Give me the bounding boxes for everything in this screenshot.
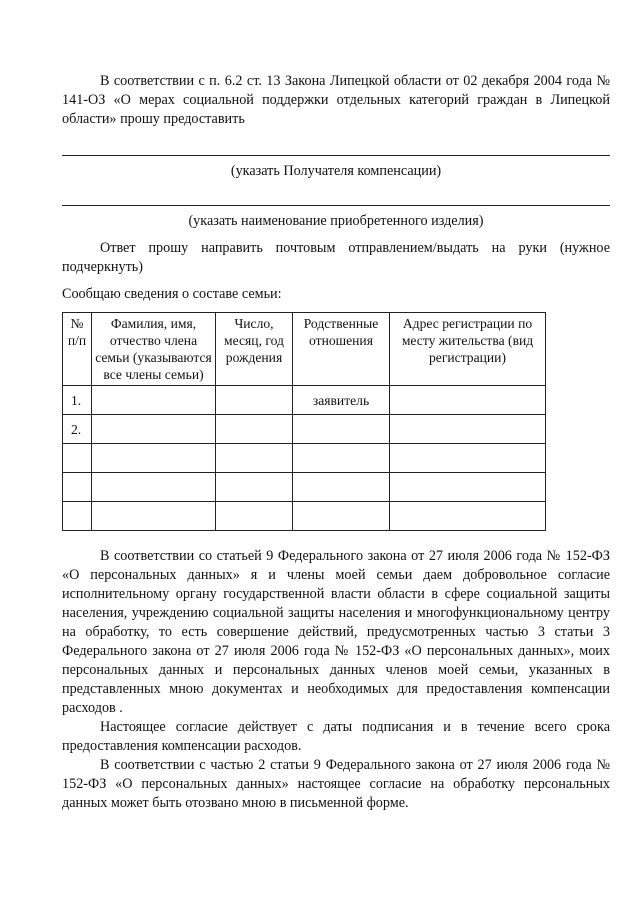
header-birth-date: Число, месяц, год рождения (216, 313, 293, 386)
cell-birth-date[interactable] (216, 502, 293, 531)
cell-full-name[interactable] (92, 444, 216, 473)
cell-full-name[interactable] (92, 415, 216, 444)
cell-relationship: заявитель (293, 386, 390, 415)
cell-birth-date[interactable] (216, 444, 293, 473)
cell-relationship[interactable] (293, 415, 390, 444)
header-address: Адрес регистрации по месту жительства (вид регистрации) (390, 313, 546, 386)
document-page (62, 72, 610, 813)
cell-full-name[interactable] (92, 386, 216, 415)
recipient-hint: (указать Получателя компенсации) (230, 163, 442, 179)
header-full-name: Фамилия, имя, отчество члена семьи (указываются все члены семьи) (92, 313, 216, 386)
cell-birth-date[interactable] (216, 386, 293, 415)
table-row (63, 444, 546, 473)
table-row (63, 415, 546, 444)
family-table (62, 312, 546, 531)
cell-number: 2. (63, 415, 92, 444)
cell-number[interactable] (63, 444, 92, 473)
product-blank-line[interactable] (62, 205, 610, 206)
cell-birth-date[interactable] (216, 415, 293, 444)
reply-method-paragraph: Ответ прошу направить почтовым отправлением/выдать на руки (нужное подчеркнуть) (62, 240, 610, 275)
cell-relationship[interactable] (293, 502, 390, 531)
table-row (63, 502, 546, 531)
cell-full-name[interactable] (92, 502, 216, 531)
cell-relationship[interactable] (293, 473, 390, 502)
cell-relationship[interactable] (293, 444, 390, 473)
cell-number[interactable] (63, 502, 92, 531)
validity-paragraph: Настоящее согласие действует с даты подписания и в течение всего срока предоставления компенсации расходов. (62, 719, 610, 754)
table-row (63, 473, 546, 502)
table-header-row (63, 313, 546, 386)
recipient-blank-line[interactable] (62, 155, 610, 156)
header-relationship: Родственные отношения (293, 313, 390, 386)
cell-address[interactable] (390, 473, 546, 502)
family-table-wrap (62, 312, 610, 531)
cell-number[interactable] (63, 473, 92, 502)
header-number: № п/п (63, 313, 92, 386)
consent-paragraph: В соответствии со статьей 9 Федерального закона от 27 июля 2006 года № 152-ФЗ «О персональных данных» я и члены моей семьи даем добровольное согласие исполнительному органу государственной власти области в сфере социальной защиты населения, учреждению социальной защиты населения и многофункциональному центру на обработку, то есть совершение действий, предусмотренных частью 3 статьи 3 Федерального закона от 27 июля 2006 года № 152-ФЗ «О персональных данных», моих персональных данных и персональных данных членов моей семьи, указанных в представленных мною документах и необходимых для предоставления компенсации расходов . (62, 548, 610, 716)
revocation-paragraph: В соответствии с частью 2 статьи 9 Федерального закона от 27 июля 2006 года № 152-ФЗ «О персональных данных» настоящее согласие на обработку персональных данных может быть отозвано мною в письменной форме. (62, 757, 610, 811)
table-row (63, 386, 546, 415)
cell-address[interactable] (390, 502, 546, 531)
cell-full-name[interactable] (92, 473, 216, 502)
family-intro: Сообщаю сведения о составе семьи: (62, 286, 282, 302)
cell-address[interactable] (390, 386, 546, 415)
cell-number: 1. (63, 386, 92, 415)
cell-address[interactable] (390, 444, 546, 473)
cell-birth-date[interactable] (216, 473, 293, 502)
product-hint: (указать наименование приобретенного изделия) (188, 213, 484, 229)
cell-address[interactable] (390, 415, 546, 444)
intro-paragraph: В соответствии с п. 6.2 ст. 13 Закона Липецкой области от 02 декабря 2004 года № 141-ОЗ «О мерах социальной поддержки отдельных категорий граждан в Липецкой области» прошу предоставить (62, 73, 610, 127)
